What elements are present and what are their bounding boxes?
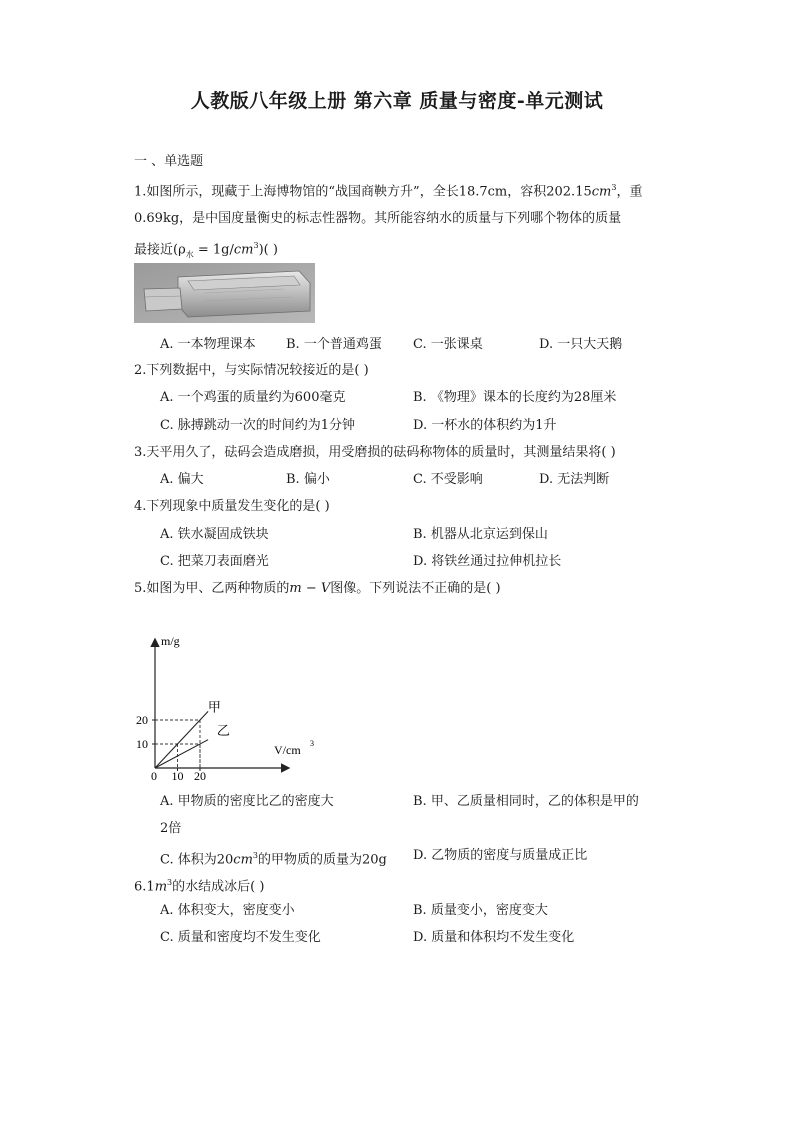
q3-option-c[interactable]: C. 不受影响 — [413, 472, 483, 487]
q1-option-c[interactable]: C. 一张课桌 — [413, 337, 483, 352]
y-tick-label-1: 20 — [136, 713, 148, 727]
q4-option-a[interactable]: A. 铁水凝固成铁块 — [160, 527, 269, 542]
x-tick-label-1: 20 — [194, 769, 206, 783]
q3-option-b[interactable]: B. 偏小 — [286, 472, 330, 487]
page-title: 人教版八年级上册 第六章 质量与密度-单元测试 — [190, 90, 604, 112]
q6-option-b[interactable]: B. 质量变小，密度变大 — [413, 903, 548, 918]
q2-option-c[interactable]: C. 脉搏跳动一次的时间约为1分钟 — [160, 418, 356, 433]
q5-option-b-continued[interactable]: 2倍 — [160, 821, 182, 836]
y-axis-label: m/g — [161, 634, 180, 648]
q6-option-d[interactable]: D. 质量和体积均不发生变化 — [413, 930, 575, 945]
q1-option-a[interactable]: A. 一本物理课本 — [160, 337, 256, 352]
q2-option-b[interactable]: B. 《物理》课本的长度约为28厘米 — [413, 390, 617, 405]
question-4-text: 4.下列现象中质量发生变化的是( ) — [134, 499, 330, 514]
bronze-measuring-vessel-photo — [134, 263, 315, 323]
question-1-line-2: 0.69kg，是中国度量衡史的标志性器物。其所能容纳水的质量与下列哪个物体的质量 — [134, 211, 622, 227]
q6-option-a[interactable]: A. 体积变大，密度变小 — [160, 903, 295, 918]
q4-option-c[interactable]: C. 把菜刀表面磨光 — [160, 554, 269, 569]
q5-option-a[interactable]: A. 甲物质的密度比乙的密度大 — [160, 794, 334, 809]
q4-option-d[interactable]: D. 将铁丝通过拉伸机拉长 — [413, 554, 562, 569]
question-1-line-3: 最接近$(\rho_水 = 1g/cm^3)$( ) — [134, 241, 278, 260]
q5-option-c[interactable]: C. 体积为$20cm^3$的甲物质的质量为20g — [160, 851, 387, 868]
section-heading: 一 、单选题 — [134, 154, 204, 169]
mass-volume-graph — [128, 634, 318, 784]
question-5-text: 5.如图为甲、乙两种物质的m − V图像。下列说法不正确的是( ) — [134, 581, 501, 596]
x-axis-label: V/cm — [274, 743, 301, 757]
q4-option-b[interactable]: B. 机器从北京运到保山 — [413, 527, 548, 542]
y-tick-label-0: 10 — [136, 737, 148, 751]
q1-option-b[interactable]: B. 一个普通鸡蛋 — [286, 337, 382, 352]
q6-option-c[interactable]: C. 质量和密度均不发生变化 — [160, 930, 321, 945]
x-tick-label-0: 10 — [171, 769, 184, 783]
question-1-text — [134, 174, 659, 268]
q5-option-d[interactable]: D. 乙物质的密度与质量成正比 — [413, 848, 588, 863]
origin-label: 0 — [151, 769, 157, 783]
series-label-jia: 甲 — [207, 699, 221, 715]
q3-option-d[interactable]: D. 无法判断 — [539, 472, 610, 487]
q2-option-a[interactable]: A. 一个鸡蛋的质量约为600毫克 — [160, 390, 346, 405]
q3-option-a[interactable]: A. 偏大 — [160, 472, 204, 487]
question-6-text: $6.1m^3$的水结成冰后( ) — [134, 878, 265, 895]
q5-option-b[interactable]: B. 甲、乙质量相同时，乙的体积是甲的 — [413, 794, 639, 809]
series-label-yi: 乙 — [216, 722, 230, 738]
question-3-text: 3.天平用久了，砝码会造成磨损，用受磨损的砝码称物体的质量时，其测量结果将( ) — [134, 445, 616, 460]
q2-option-d[interactable]: D. 一杯水的体积约为1升 — [413, 418, 557, 433]
question-2-text: 2.下列数据中，与实际情况较接近的是( ) — [134, 363, 369, 378]
q1-option-d[interactable]: D. 一只大天鹅 — [539, 337, 623, 352]
x-axis-label-exponent: 3 — [310, 739, 314, 748]
question-1-line-1: 1.如图所示，现藏于上海博物馆的“战国商鞅方升”，全长18.7cm，容积$202.15cm^3$，重 — [134, 183, 643, 200]
